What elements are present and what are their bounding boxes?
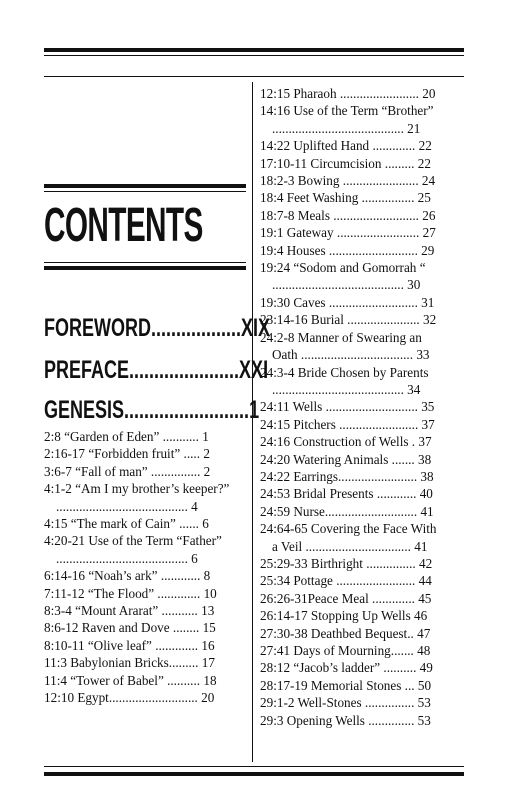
toc-entry: 4:20-21 Use of the Term “Father” xyxy=(44,533,222,549)
preface-label: PREFACE xyxy=(44,356,130,384)
toc-preface xyxy=(44,356,269,385)
top-rule-thin-2 xyxy=(44,76,464,77)
toc-entry: 12:10 Egypt........................... 20 xyxy=(44,690,215,706)
toc-entry: 4:15 “The mark of Cain” ...... 6 xyxy=(44,516,209,532)
toc-entry: 26:14-17 Stopping Up Wells 46 xyxy=(260,608,428,624)
toc-left-list xyxy=(44,428,246,707)
genesis-label: GENESIS xyxy=(44,396,125,424)
toc-entry: 2:8 “Garden of Eden” ........... 1 xyxy=(44,429,209,444)
contents-rule-top-thin xyxy=(44,191,246,192)
toc-entry: 14:22 Uplifted Hand ............. 22 xyxy=(260,138,432,154)
toc-entry: 8:3-4 “Mount Ararat” ........... 13 xyxy=(44,603,215,619)
toc-entry: 19:1 Gateway ......................... 27 xyxy=(260,225,436,241)
toc-entry: 23:14-16 Burial ...................... 32 xyxy=(260,312,437,328)
toc-entry: 18:4 Feet Washing ................ 25 xyxy=(260,190,431,206)
toc-entry: 25:29-33 Birthright ............... 42 xyxy=(260,555,433,571)
toc-entry: 27:30-38 Deathbed Bequest.. 47 xyxy=(260,625,431,641)
toc-entry: 19:4 Houses ........................... 29 xyxy=(260,242,435,258)
contents-rule-top xyxy=(44,184,246,188)
toc-entry: 24:20 Watering Animals ....... 38 xyxy=(260,451,432,467)
toc-entry: 18:7-8 Meals .......................... 26 xyxy=(260,207,436,223)
toc-foreword xyxy=(44,314,271,343)
toc-entry: Oath .................................. 33 xyxy=(272,347,430,363)
toc-entry: 2:16-17 “Forbidden fruit” ..... 2 xyxy=(44,446,210,462)
toc-entry: 24:64-65 Covering the Face With xyxy=(260,521,437,537)
toc-entry: ........................................ 4 xyxy=(56,498,198,514)
contents-rule-bottom xyxy=(44,266,246,270)
toc-entry: 24:22 Earrings........................ 38 xyxy=(260,468,434,484)
toc-entry: 24:16 Construction of Wells . 37 xyxy=(260,434,432,450)
genesis-page: 1 xyxy=(249,396,260,424)
toc-entry: 24:15 Pitchers ........................ 37 xyxy=(260,416,435,432)
foreword-dots: .................. xyxy=(150,314,242,342)
toc-entry: 25:34 Pottage ........................ 44 xyxy=(260,573,432,589)
page-title: CONTENTS xyxy=(44,199,203,252)
top-rule-thin xyxy=(44,55,464,56)
bottom-rule-thin xyxy=(44,766,464,767)
toc-entry: 24:11 Wells ............................ 35 xyxy=(260,399,435,415)
toc-entry: 14:16 Use of the Term “Brother” xyxy=(260,103,434,119)
toc-entry: 24:3-4 Bride Chosen by Parents xyxy=(260,364,429,380)
top-rule-thick xyxy=(44,48,464,52)
toc-entry: 19:30 Caves ........................... 31 xyxy=(260,294,435,310)
toc-entry: ........................................ 21 xyxy=(272,120,421,136)
toc-entry: 8:10-11 “Olive leaf” ............. 16 xyxy=(44,637,215,653)
toc-entry: 26:26-31Peace Meal ............. 45 xyxy=(260,590,432,606)
toc-entry: 24:2-8 Manner of Swearing an xyxy=(260,329,422,345)
toc-entry: 28:12 “Jacob’s ladder” .......... 49 xyxy=(260,660,433,676)
toc-entry: 24:59 Nurse............................ 41 xyxy=(260,503,434,519)
toc-entry: 11:4 “Tower of Babel” .......... 18 xyxy=(44,672,217,688)
bottom-rule-thick xyxy=(44,772,464,776)
genesis-dots: ......................... xyxy=(124,396,250,424)
toc-entry: 6:14-16 “Noah’s ark” ............ 8 xyxy=(44,568,211,584)
toc-genesis xyxy=(44,396,260,425)
toc-right-list xyxy=(260,85,456,729)
toc-entry: 24:53 Bridal Presents ............ 40 xyxy=(260,486,433,502)
toc-entry: ........................................ 30 xyxy=(272,277,421,293)
toc-entry: 12:15 Pharaoh ........................ 20 xyxy=(260,86,436,101)
preface-page: XXI xyxy=(239,356,269,384)
foreword-label: FOREWORD xyxy=(44,314,151,342)
toc-entry: 19:24 “Sodom and Gomorrah “ xyxy=(260,260,426,276)
toc-entry: 28:17-19 Memorial Stones ... 50 xyxy=(260,677,432,693)
toc-entry: 7:11-12 “The Flood” ............. 10 xyxy=(44,585,217,601)
contents-rule-bottom-thin xyxy=(44,262,246,263)
toc-entry: a Veil ................................ 41 xyxy=(272,538,428,554)
toc-entry: ........................................ 34 xyxy=(272,381,421,397)
toc-entry: 29:3 Opening Wells .............. 53 xyxy=(260,712,431,728)
toc-entry: 3:6-7 “Fall of man” ............... 2 xyxy=(44,463,211,479)
toc-entry: 18:2-3 Bowing ....................... 24 xyxy=(260,173,436,189)
toc-entry: 27:41 Days of Mourning....... 48 xyxy=(260,643,431,658)
toc-entry: ........................................ 6 xyxy=(56,550,198,566)
preface-dots: ...................... xyxy=(129,356,240,384)
toc-entry: 8:6-12 Raven and Dove ........ 15 xyxy=(44,620,216,636)
toc-entry: 29:1-2 Well-Stones ............... 53 xyxy=(260,695,431,711)
toc-entry: 17:10-11 Circumcision ......... 22 xyxy=(260,155,431,171)
toc-entry: 4:1-2 “Am I my brother’s keeper?” xyxy=(44,481,230,497)
toc-entry: 11:3 Babylonian Bricks......... 17 xyxy=(44,655,215,671)
foreword-page: XIX xyxy=(241,314,271,342)
